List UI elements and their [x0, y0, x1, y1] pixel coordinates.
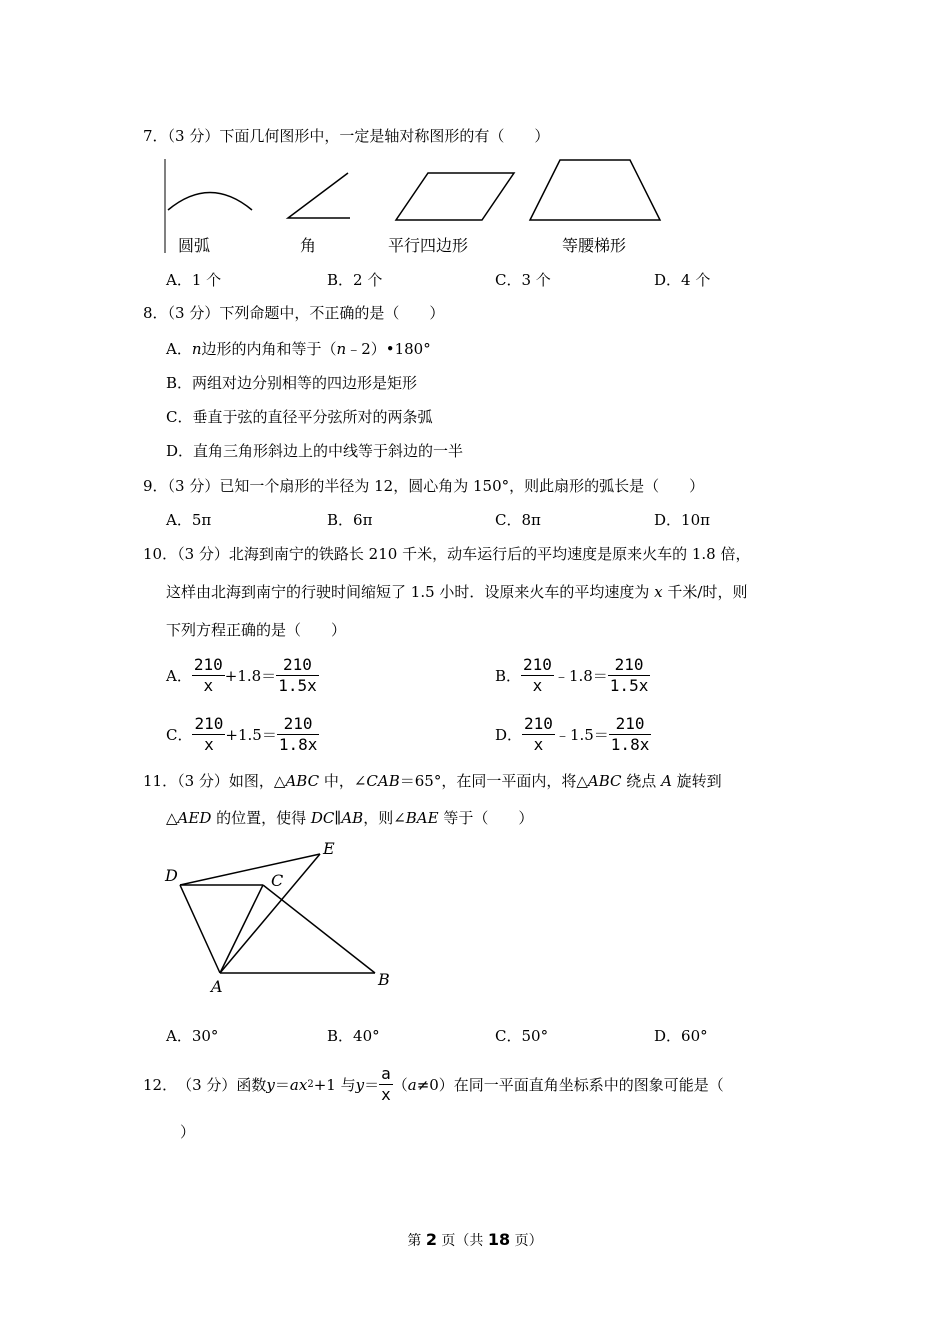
q11-option-a[interactable]: A．30°: [166, 1027, 219, 1045]
q10-a-den1: x: [203, 676, 214, 695]
q9-text: （3 分）已知一个扇形的半径为 12，圆心角为 150°，则此扇形的弧长是（ ）: [167, 477, 705, 495]
q10-c-label: C．: [166, 726, 193, 744]
q8-option-b[interactable]: B．两组对边分别相等的四边形是矩形: [166, 374, 418, 392]
q12-cond-open: （: [392, 1076, 408, 1094]
q10-d-frac2: [609, 714, 652, 755]
footer-page-number: 2: [425, 1230, 437, 1249]
q10-b-frac1: [521, 655, 554, 696]
q10-a-num2: 210: [276, 655, 319, 676]
label-arc: 圆弧: [178, 236, 211, 255]
q10-c-den1: x: [204, 735, 214, 754]
q9-option-c[interactable]: C．8π: [495, 511, 541, 529]
q7-option-d[interactable]: D．4 个: [654, 271, 711, 289]
q10-a-op: +1.8＝: [224, 667, 277, 685]
q11-l1-a: （3 分）如图，△: [177, 772, 286, 790]
q11-option-c[interactable]: C．50°: [495, 1027, 549, 1045]
q10-d-label: D．: [495, 726, 523, 744]
q10-line2b: 千米/时，则: [662, 583, 748, 601]
q10-c-den2: 1.8x: [278, 735, 318, 754]
q7-number: 7．: [143, 127, 168, 145]
q11-l2-b: 的位置，使得: [211, 809, 311, 827]
point-label-e: E: [323, 839, 335, 858]
q12-eq2: ＝: [364, 1076, 380, 1094]
segment-ae: [220, 854, 320, 973]
q12-var-ax: ax: [289, 1075, 308, 1094]
q10-b-num2: 210: [608, 655, 651, 676]
q11-option-b[interactable]: B．40°: [327, 1027, 380, 1045]
q10-number: 10．: [143, 545, 178, 563]
q12-var-y1: y: [266, 1075, 275, 1094]
q12-frac-num: a: [381, 1064, 391, 1083]
q11-l1-d: 绕点: [621, 772, 662, 790]
q11-stem-line1: [143, 771, 722, 791]
footer-post: 页）: [510, 1233, 543, 1249]
q10-a-num1: 210: [193, 655, 223, 674]
q8-a-prefix: A．: [166, 340, 192, 358]
footer-mid: 页（共: [436, 1233, 488, 1249]
angle-shape: [288, 173, 350, 218]
trapezoid-shape: [530, 160, 660, 220]
q10-option-d[interactable]: [495, 714, 651, 755]
q10-a-den2: 1.5x: [278, 676, 317, 695]
q10-d-num1: 210: [524, 714, 553, 733]
q10-c-frac2: [277, 714, 320, 755]
q10-c-op: +1.5＝: [225, 726, 277, 744]
q7-stem: [143, 126, 549, 146]
q11-l2-c: ，则∠: [363, 809, 406, 827]
q12-exponent: 2: [307, 1079, 314, 1090]
q12-intro: （3 分）函数: [177, 1076, 267, 1094]
q10-d-frac1: [522, 714, 555, 755]
footer-pre: 第: [407, 1233, 426, 1249]
label-angle: 角: [300, 236, 317, 255]
q10-b-num1: 210: [523, 655, 552, 674]
q11-l1-e: 旋转到: [671, 772, 722, 790]
q12-stem-line2: ）: [180, 1123, 196, 1141]
q9-option-a[interactable]: A．5π: [166, 511, 212, 529]
footer-total-pages: 18: [487, 1230, 511, 1249]
q8-number: 8．: [143, 304, 168, 322]
q9-stem: [143, 476, 704, 496]
q8-option-a[interactable]: [166, 339, 431, 359]
point-label-a: A: [211, 977, 223, 996]
q11-geometry-figure: [160, 835, 400, 1000]
q11-l1-abc2: ABC: [587, 772, 622, 790]
q10-a-label: A．: [166, 667, 192, 685]
q10-b-frac2: [608, 655, 651, 696]
q12-stem-line1: [143, 1064, 724, 1105]
q8-stem: [143, 303, 444, 323]
q10-stem-line1: [143, 544, 750, 564]
q11-l2-d: 等于（ ）: [438, 809, 534, 827]
q11-l1-cab: CAB: [366, 772, 400, 790]
q7-option-a[interactable]: A．1 个: [166, 271, 222, 289]
q10-b-op: ﹣1.8＝: [553, 667, 608, 685]
q12-cond-var: a: [407, 1075, 417, 1094]
q9-option-d[interactable]: D．10π: [654, 511, 710, 529]
point-label-d: D: [165, 866, 178, 885]
q8-a-end: ﹣2）•180°: [346, 340, 431, 358]
q11-l2-dcab: DC∥AB: [310, 809, 364, 827]
q10-c-num2: 210: [277, 714, 320, 735]
segment-de: [180, 854, 320, 885]
q8-a-var-n: n: [191, 340, 202, 358]
label-parallelogram: 平行四边形: [388, 236, 469, 255]
q8-option-d[interactable]: D．直角三角形斜边上的中线等于斜边的一半: [166, 442, 464, 460]
q10-c-num1: 210: [194, 714, 224, 733]
q10-line2a: 这样由北海到南宁的行驶时间缩短了 1.5 小时．设原来火车的平均速度为: [166, 583, 655, 601]
q10-option-a[interactable]: [166, 655, 319, 696]
arc-shape: [168, 193, 252, 211]
page-footer: [0, 1230, 950, 1250]
q8-text: （3 分）下列命题中，不正确的是（ ）: [167, 304, 445, 322]
q10-d-op: ﹣1.5＝: [554, 726, 609, 744]
q10-b-den2: 1.5x: [609, 676, 649, 695]
point-label-b: B: [378, 970, 390, 989]
q12-frac-den: x: [381, 1085, 391, 1104]
label-trapezoid: 等腰梯形: [562, 236, 627, 255]
q10-option-c[interactable]: [166, 714, 319, 755]
q12-cond-rest: ≠0）在同一平面直角坐标系中的图象可能是（: [416, 1076, 724, 1094]
q10-stem-line2: [166, 582, 747, 602]
q12-fraction: [379, 1064, 393, 1105]
q12-eq1: ＝: [274, 1076, 290, 1094]
q7-option-b[interactable]: B．2 个: [327, 271, 383, 289]
q11-l1-abc: ABC: [285, 772, 320, 790]
parallelogram-shape: [396, 173, 514, 220]
q11-l1-point-a: A: [661, 772, 672, 790]
q10-d-den2: 1.8x: [610, 735, 650, 754]
q11-l1-b: 中，∠: [319, 772, 367, 790]
q11-stem-line2: [166, 808, 533, 828]
q12-plus: +1 与: [313, 1076, 356, 1094]
q10-stem-line3: 下列方程正确的是（ ）: [166, 621, 347, 639]
q10-option-b[interactable]: [495, 655, 650, 696]
q11-l2-aed: AED: [177, 809, 212, 827]
q11-number: 11．: [143, 772, 178, 790]
q10-c-frac1: [192, 714, 225, 755]
q12-number: 12．: [143, 1076, 178, 1094]
q11-option-d[interactable]: D．60°: [654, 1027, 708, 1045]
q7-option-c[interactable]: C．3 个: [495, 271, 551, 289]
segment-cb: [263, 885, 375, 973]
q10-var-x: x: [654, 583, 663, 601]
q9-number: 9．: [143, 477, 168, 495]
q8-a-var-n2: n: [336, 340, 347, 358]
q8-a-mid: 边形的内角和等于（: [201, 340, 337, 358]
q7-text: （3 分）下面几何图形中，一定是轴对称图形的有（ ）: [167, 127, 550, 145]
q8-option-c[interactable]: C．垂直于弦的直径平分弦所对的两条弧: [166, 408, 433, 426]
q10-a-frac2: [276, 655, 319, 696]
q11-l2-bae: BAE: [405, 809, 439, 827]
q12-var-y2: y: [355, 1075, 365, 1094]
q10-b-den1: x: [532, 676, 543, 695]
q11-l1-c: ＝65°，在同一平面内，将△: [399, 772, 588, 790]
q10-a-frac1: [192, 655, 225, 696]
q10-d-den1: x: [533, 735, 544, 754]
q10-d-num2: 210: [609, 714, 652, 735]
point-label-c: C: [271, 871, 284, 890]
q10-b-label: B．: [495, 667, 522, 685]
segment-da: [180, 885, 220, 973]
q9-option-b[interactable]: B．6π: [327, 511, 373, 529]
q10-line1: （3 分）北海到南宁的铁路长 210 千米，动车运行后的平均速度是原来火车的 1.8 倍，: [177, 545, 751, 563]
q11-l2-a: △: [166, 809, 178, 827]
